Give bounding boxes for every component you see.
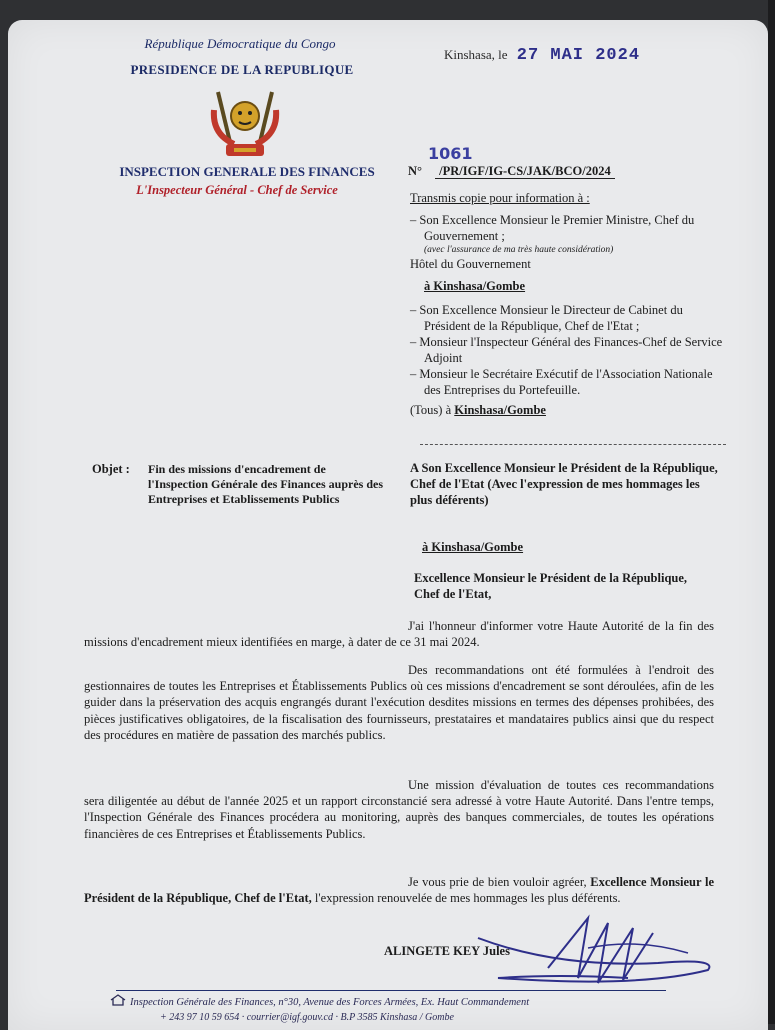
home-icon bbox=[110, 994, 126, 1006]
coat-of-arms-emblem bbox=[204, 82, 286, 162]
photo-edge bbox=[768, 0, 775, 1024]
recipient-all-location: Kinshasa/Gombe bbox=[454, 403, 546, 417]
salutation: Excellence Monsieur le Président de la République, Chef de l'Etat, bbox=[414, 571, 688, 601]
recipient-item: Hôtel du Gouvernement bbox=[410, 257, 531, 271]
recipient-item: – Son Excellence Monsieur le Directeur de Cabinet du Président de la République, Chef de l'Etat ; bbox=[410, 303, 683, 333]
paragraph-closing: Je vous prie de bien vouloir agréer, Excellence Monsieur le Président de la République, Chef de l'Etat, l'expression renouvelée de mes hommages les plus déférents. bbox=[84, 875, 715, 906]
paragraph-1: J'ai l'honneur d'informer votre Haute Autorité de la fin des missions d'encadrement mieux identifiées en marge, à dater de ce 31 mai 2024. bbox=[84, 619, 714, 650]
recipient-item: – Monsieur le Secrétaire Exécutif de l'Association Nationale des Entreprises du Portefeuille. bbox=[410, 367, 713, 397]
presidency-name: PRESIDENCE DE LA REPUBLIQUE bbox=[130, 62, 354, 77]
addressee-location: à Kinshasa/Gombe bbox=[422, 540, 524, 554]
signer-name: ALINGETE KEY Jules bbox=[384, 944, 510, 958]
recipient-location: à Kinshasa/Gombe bbox=[424, 279, 526, 293]
recipient-item: – Monsieur l'Inspecteur Général des Finances-Chef de Service Adjoint bbox=[410, 335, 723, 365]
date-place: Kinshasa, le bbox=[444, 47, 508, 62]
objet-label: Objet : bbox=[92, 462, 130, 476]
paragraph-3: Une mission d'évaluation de toutes ces recommandations sera diligentée au début de l'année 2025 et un rapport circonstancié sera adressé à votre Haute Autorité. Dans l'entre temps, l'Inspection Générale des Finances procédera au monitoring, auprès des banques commerciales, de toutes les opérations financières de ces Entreprises et Établissements Publics. bbox=[84, 778, 714, 841]
institution-name: INSPECTION GENERALE DES FINANCES bbox=[119, 164, 375, 179]
recipient-all-label: (Tous) à bbox=[410, 403, 452, 417]
reference-line bbox=[408, 164, 615, 179]
recipient-item: – Son Excellence Monsieur le Premier Ministre, Chef du Gouvernement ; bbox=[410, 213, 695, 243]
reference-number-stamp: 1061 bbox=[428, 144, 473, 163]
republic-name: République Démocratique du Congo bbox=[144, 36, 336, 51]
recipients-header: Transmis copie pour information à : bbox=[410, 191, 590, 205]
addressee-block: A Son Excellence Monsieur le Président de la République, Chef de l'Etat (Avec l'expression de mes hommages les plus déférents) bbox=[410, 461, 718, 507]
recipient-all-line bbox=[410, 402, 732, 418]
objet-text: Fin des missions d'encadrement de l'Inspection Générale des Finances auprès des Entreprises et Etablissements Publics bbox=[148, 462, 384, 506]
date-line bbox=[444, 46, 640, 65]
reference-code: /PR/IGF/IG-CS/JAK/BCO/2024 bbox=[435, 164, 615, 179]
dashed-divider bbox=[420, 444, 726, 445]
footer-contacts: + 243 97 10 59 654 · courrier@igf.gouv.cd · B.P 3585 Kinshasa / Gombe bbox=[160, 1012, 454, 1023]
footer-divider bbox=[116, 990, 666, 991]
recipient-note: (avec l'assurance de ma très haute considération) bbox=[424, 245, 614, 255]
paragraph-2: Des recommandations ont été formulées à l'endroit des gestionnaires de toutes les Entreprises et Établissements Publics où ces missions d'encadrement se sont déroulées, afin de les guider dans la préservation des acquis engrangés durant l'exécution desdites missions en termes des dépenses prohibées, des pièces justificatives obligatoires, de la fiscalisation des fournisseurs, prestataires et mandataires publics ainsi que du respect des procédures en matière de passation des marchés publics. bbox=[84, 663, 714, 742]
reference-prefix: N° bbox=[408, 164, 423, 178]
copy-recipients bbox=[410, 190, 732, 418]
institution-subtitle: L'Inspecteur Général - Chef de Service bbox=[136, 183, 338, 197]
date-stamp: 27 MAI 2024 bbox=[516, 46, 641, 65]
handwritten-signature bbox=[438, 908, 738, 998]
footer-address: Inspection Générale des Finances, n°30, Avenue des Forces Armées, Ex. Haut Commandement bbox=[110, 994, 690, 1008]
